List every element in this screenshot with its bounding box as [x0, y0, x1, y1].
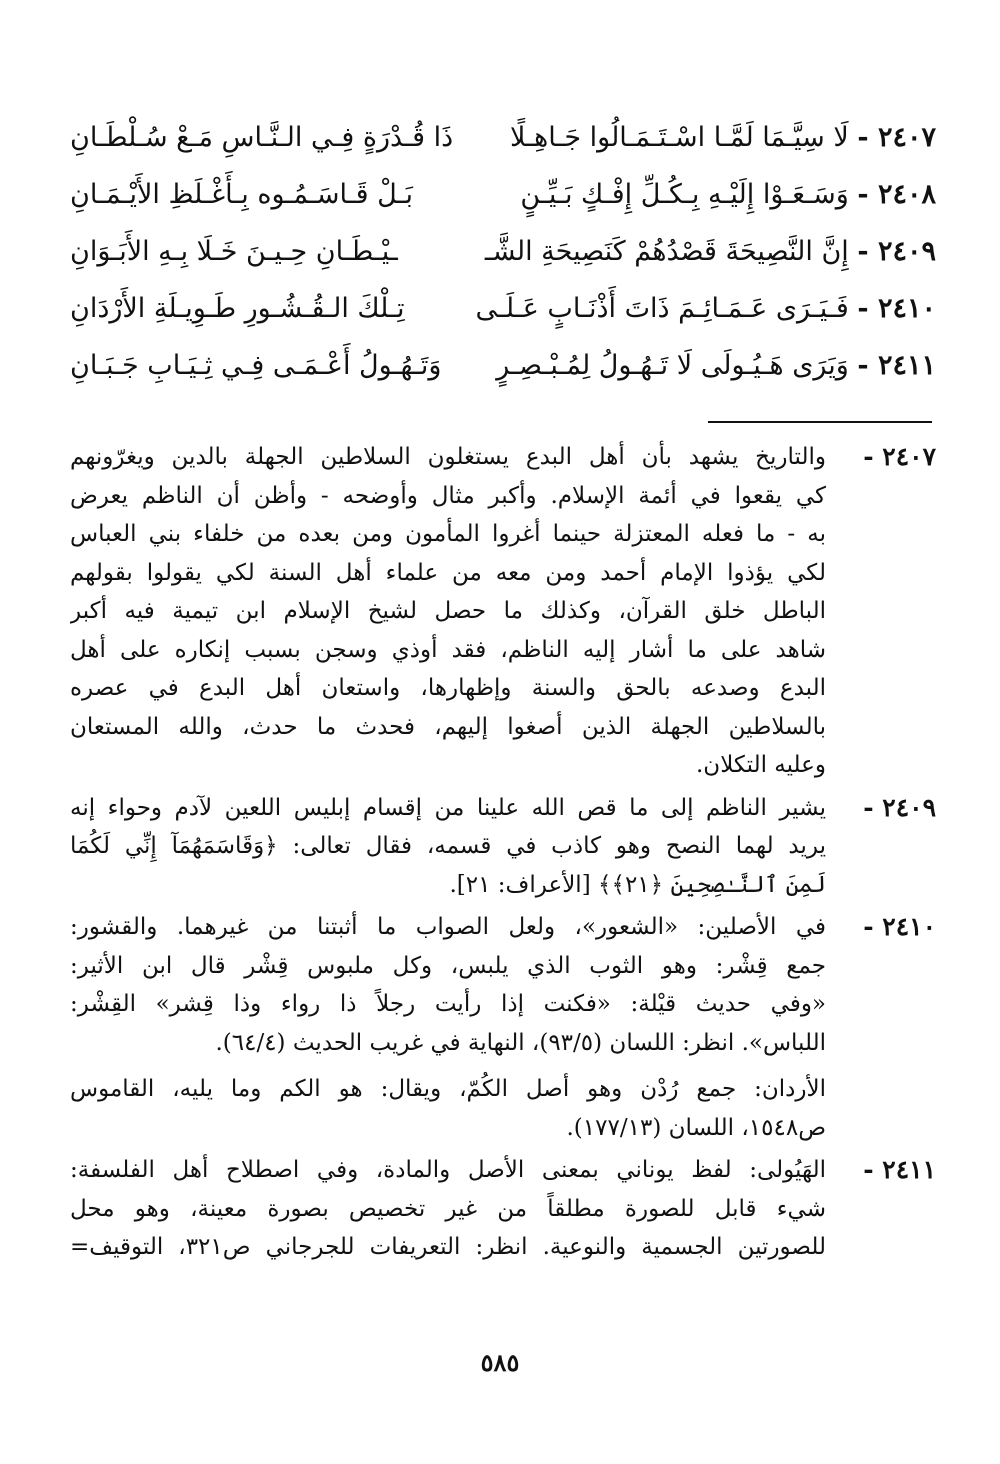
- footnote-line: للصورتين الجسمية والنوعية. انظر: التعريفات للجرجاني ص٣٢١، التوقيف=: [70, 1234, 826, 1260]
- footnote-2407: [70, 438, 936, 785]
- footnote-line: لكي يؤذوا الإمام أحمد ومن معه من علماء أهل السنة لكي يقولوا بقولهم: [70, 559, 826, 586]
- verse-second-hemistich: ـيْـطَـانِ حِـيـنَ خَـلَا بِـهِ الأَبَـوَانِ: [70, 236, 398, 267]
- verse-2408: [70, 175, 936, 232]
- verse-number: ٢٤١٠ -: [857, 293, 936, 324]
- verse-2407: [70, 118, 936, 175]
- verse-2410: [70, 289, 936, 346]
- verse-second-hemistich: بَـلْ قَـاسَـمُـوه بِـأَغْـلَظِ الأَيْـمَـانِ: [70, 179, 413, 210]
- footnote-number: ٢٤١١ -: [863, 1155, 936, 1184]
- footnote-2411: [70, 1151, 936, 1267]
- footnote-line: ص١٥٤٨، اللسان (١٧٧/١٣).: [566, 1114, 826, 1141]
- footnote-line: لَمِنَ ٱلنَّـٰصِحِينَ ﴿٢١﴾﴾ [الأعراف: ٢١].: [449, 871, 826, 898]
- footnote-separator: [708, 421, 932, 423]
- verse-first-text: وَسَـعَـوْا إِلَيْـهِ بِـكُـلِّ إِفْـكٍ بَـيِّـنٍ: [520, 179, 849, 210]
- verse-second-hemistich: ذَا قُـدْرَةٍ فِـي الـنَّـاسِ مَـعْ سُـلْطَـانِ: [70, 122, 454, 153]
- footnote-2410: [70, 908, 936, 1147]
- footnote-line: البدع وصدعه بالحق والسنة وإظهارها، واستعان أهل البدع في عصره: [70, 675, 826, 701]
- footnote-line: يشير الناظم إلى ما قص الله علينا من إقسام إبليس اللعين لآدم وحواء إنه: [70, 794, 826, 821]
- verse-first-hemistich: [484, 232, 936, 272]
- verse-first-hemistich: [475, 289, 936, 329]
- footnote-line: يريد لهما النصح وهو كاذب في قسمه، فقال تعالى: ﴿وَقَاسَمَهُمَآ إِنِّي لَكُمَا: [70, 833, 826, 859]
- footnote-line: بالسلاطين الجهلة الذين أصغوا إليهم، فحدث ما حدث، والله المستعان: [70, 713, 826, 740]
- footnote-line: الهَيُولى: لفظ يوناني بمعنى الأصل والمادة، وفي اصطلاح أهل الفلسفة:: [70, 1157, 826, 1183]
- footnote-line: في الأصلين: «الشعور»، ولعل الصواب ما أثبتنا من غيرهما. والقشور:: [70, 914, 826, 940]
- verse-2409: [70, 232, 936, 289]
- page-number: ٥٨٥: [480, 1348, 520, 1377]
- verse-first-hemistich: [496, 346, 936, 386]
- verse-number: ٢٤١١ -: [857, 350, 936, 381]
- footnote-2409: [70, 789, 936, 905]
- footnotes: [70, 438, 936, 1271]
- footnote-line: شاهد على ما أشار إليه الناظم، فقد أوذي وسجن بسبب إنكاره على أهل: [70, 636, 826, 663]
- verse-second-hemistich: تِـلْكَ الـقُـشُـورِ طَـوِيـلَةِ الأَرْدَانِ: [70, 293, 405, 324]
- verse-number: ٢٤٠٩ -: [857, 236, 936, 267]
- footnote-line: كي يقعوا في أئمة الإسلام. وأكبر مثال وأوضحه - وأظن أن الناظم يعرض: [70, 482, 826, 509]
- footnote-number: ٢٤٠٩ -: [863, 792, 936, 822]
- verse-2411: [70, 346, 936, 403]
- verse-second-hemistich: وَتَـهُـولُ أَعْـمَـى فِـي ثِـيَـابِ جَـبَـانِ: [70, 350, 442, 381]
- verse-first-hemistich: [496, 175, 936, 215]
- footnote-line: اللباس». انظر: اللسان (٩٣/٥)، النهاية في غريب الحديث (٦٤/٤).: [215, 1029, 826, 1056]
- verse-number: ٢٤٠٨ -: [857, 179, 936, 210]
- footnote-number: ٢٤٠٧ -: [863, 442, 936, 471]
- verse-first-text: إِنَّ النَّصِيحَةَ قَصْدُهُمْ كَنَصِيحَةِ الشَّـ: [484, 236, 849, 267]
- footnote-number: ٢٤١٠ -: [863, 912, 936, 941]
- verse-first-text: لَا سِيَّـمَا لَمَّـا اسْـتَـمَـالُوا جَـاهِـلًا: [509, 122, 849, 153]
- footnote-line: به - ما فعله المعتزلة حينما أغروا المأمون ومن بعده من خلفاء بني العباس: [70, 521, 826, 547]
- footnote-line: جمع قِشْر: وهو الثوب الذي يلبس، وكل ملبوس قِشْر قال ابن الأثير:: [70, 952, 826, 979]
- verse-first-text: وَيَرَى هَـيُـولَى لَا تَـهُـولُ لِمُـبْـصِـرٍ: [496, 350, 849, 381]
- footnote-line: «وفي حديث قيْلة: «فكنت إذا رأيت رجلاً ذا رواء وذا قِشر» القِشْر:: [70, 991, 826, 1017]
- verse-first-text: فَـيَـرَى عَـمَـائِـمَ ذَاتَ أَذْنَـابٍ عَـلَـى: [475, 293, 849, 324]
- footnote-line: الأردان: جمع رُدْن وهو أصل الكُمّ، ويقال: هو الكم وما يليه، القاموس: [70, 1076, 826, 1102]
- footnote-line: الباطل خلق القرآن، وكذلك ما حصل لشيخ الإسلام ابن تيمية فيه أكبر: [70, 598, 826, 624]
- poem-verses: [70, 118, 936, 403]
- verse-first-hemistich: [496, 118, 936, 158]
- footnote-line: وعليه التكلان.: [696, 752, 826, 778]
- footnote-line: والتاريخ يشهد بأن أهل البدع يستغلون السلاطين الجهلة بالدين ويغرّونهم: [70, 444, 826, 470]
- footnote-line: شيء قابل للصورة مطلقاً من غير تخصيص بصورة معينة، وهو محل: [70, 1195, 826, 1222]
- verse-number: ٢٤٠٧ -: [857, 122, 936, 153]
